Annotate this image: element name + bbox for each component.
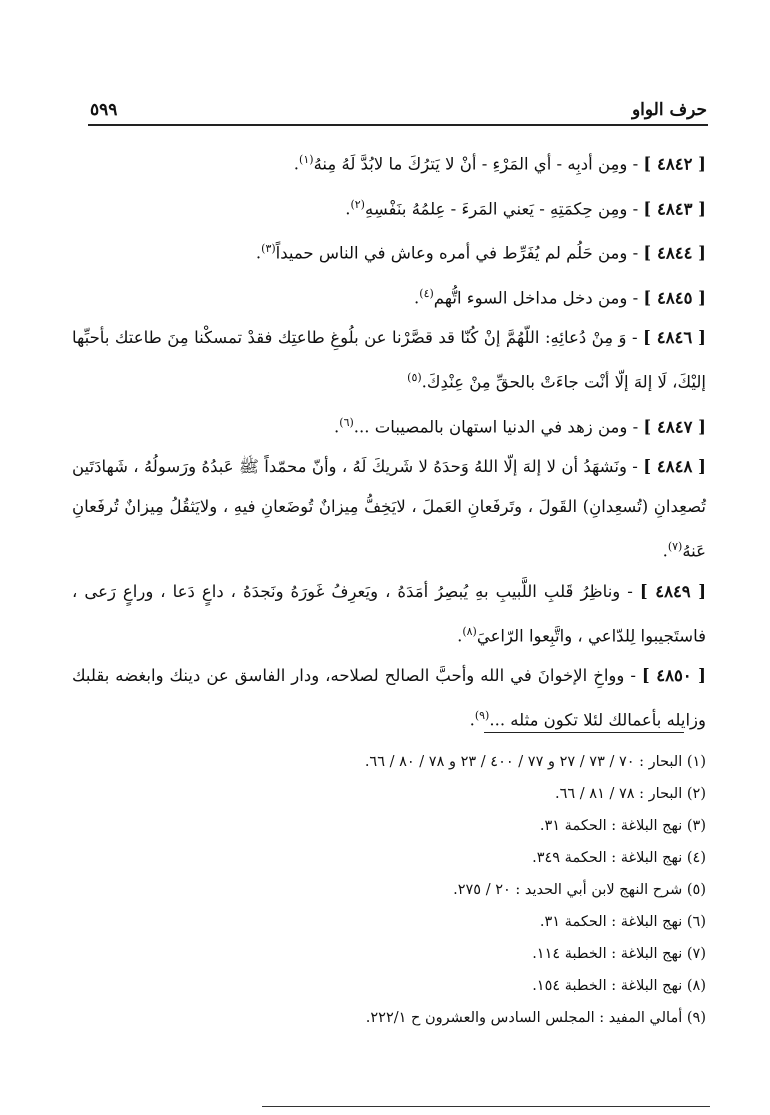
entry-number: [ ٤٨٥٠ ]: [641, 666, 706, 685]
footnote-3: (٣) نهج البلاغة : الحكمة ٣١.: [539, 818, 706, 834]
footnote-6: (٦) نهج البلاغة : الحكمة ٣١.: [539, 914, 706, 930]
page-number: ٥٩٩: [90, 100, 118, 120]
entry-end: .: [334, 417, 340, 436]
entry-text: - ومِن حِكمَتِهِ - يَعني المَرءَ - عِلمُهُ بنَفْسِهِ: [364, 199, 644, 218]
entry-end: .: [469, 710, 475, 730]
entry-text: - وناظِرُ قَلبِ اللَّبيبِ بهِ يُبصِرُ أمَدَهُ ، ويَعرِفُ غَورَهُ ونَجدَهُ ، داعٍ دَعا ، وراعٍ رَعى ، فاستَجيبوا لِلدّاعي ، واتَّبِعوا الرّاعيَ: [72, 581, 706, 645]
entry-4848: [72, 447, 706, 572]
footnote-7: (٧) نهج البلاغة : الخطبة ١١٤.: [532, 946, 706, 962]
entry-number: [ ٤٨٤٨ ]: [643, 457, 706, 476]
footnote-9: (٩) أمالي المفيد : المجلس السادس والعشرون ح ٢٢٢/١.: [365, 1010, 706, 1026]
entry-end: .: [457, 626, 463, 645]
entry-end: .: [255, 243, 262, 263]
entry-text: - ونَشهَدُ أن لا إلهَ إلّا اللهُ وَحدَهُ لا شَريكَ لَهُ ، وأنّ محمّداً ﷺ عَبدُهُ ورَسولُهُ ، شَهادَتَين تُصعِدانِ (تُسعِدانِ) القَولَ ، وتَرفَعانِ العَملَ ، لايَخِفُّ مِيزانٌ تُوضَعانِ فيهِ ، ولايَثقُلُ مِيزانٌ تُرفَعانِ عَنهُ: [72, 457, 706, 561]
entry-4850: [72, 656, 706, 741]
footnote-ref: (٨): [462, 624, 477, 638]
entry-4845: [72, 274, 706, 319]
entry-4849: [72, 572, 706, 657]
footnote-ref: (٢): [350, 197, 365, 211]
bottom-edge-line: [262, 1106, 710, 1107]
entry-number: [ ٤٨٤٢ ]: [643, 154, 706, 174]
header-divider: [88, 124, 708, 126]
entries-list: [72, 140, 706, 741]
entry-text: - ومن حَلُم لم يُفَرِّط في أمره وعاش في الناس حميداً: [275, 243, 644, 263]
entry-end: .: [345, 199, 351, 218]
footnote-8: (٨) نهج البلاغة : الخطبة ١٥٤.: [532, 978, 706, 994]
entry-text: - ومِن أدبِه - أي المَرْءِ - أنْ لا يَترُكَ ما لابُدَّ لَهُ مِنهُ: [313, 154, 644, 174]
footnote-ref: (٩): [474, 709, 490, 722]
entry-end: .: [414, 288, 420, 307]
footnote-ref: (٣): [261, 242, 276, 255]
footnote-ref: (٧): [667, 540, 683, 553]
footnote-4: (٤) نهج البلاغة : الحكمة ٣٤٩.: [532, 850, 706, 866]
entry-number: [ ٤٨٤٧ ]: [643, 417, 706, 436]
entry-number: [ ٤٨٤٣ ]: [643, 199, 706, 218]
footnote-ref: (٥): [407, 371, 422, 384]
entry-end: .: [662, 541, 668, 561]
entry-text: - ومن دخل مداخل السوء اتُّهم: [433, 288, 644, 307]
entry-4847: [72, 403, 706, 448]
footnote-ref: (٦): [339, 415, 354, 429]
footnote-ref: (١): [299, 153, 314, 166]
footnote-2: (٢) البحار : ٧٨ / ٨١ / ٦٦.: [554, 786, 706, 802]
entry-number: [ ٤٨٤٤ ]: [643, 243, 706, 263]
footnote-1: (١) البحار : ٧٠ / ٧٣ / ٢٧ و ٧٧ / ٤٠٠ / ٢٣ و ٧٨ / ٨٠ / ٦٦.: [364, 754, 706, 770]
chapter-title: حرف الواو: [631, 100, 707, 120]
entry-text: - وَ مِنْ دُعائِهِ: اللّهُمَّ إنْ كُنّا قد قصَّرْنا عن بلُوغِ طاعتِك فقدْ تمسكْنا مِنَ طاعتك بأحبِّها إليْكَ، لَا إلهَ إلّا أنْت جاءَتْ بالحقِّ مِنْ عِنْدِكَ.: [72, 328, 706, 392]
footnotes-list: [90, 746, 706, 1034]
entry-4846: [72, 318, 706, 403]
footnotes-divider: [484, 732, 684, 733]
entry-4842: [72, 140, 706, 185]
entry-number: [ ٤٨٤٦ ]: [642, 328, 706, 347]
footnote-5: (٥) شرح النهج لابن أبي الحديد : ٢٠ / ٢٧٥.: [453, 882, 706, 898]
entry-4843: [72, 185, 706, 230]
footnote-ref: (٤): [419, 286, 434, 300]
entry-number: [ ٤٨٤٩ ]: [639, 581, 706, 601]
entry-end: .: [293, 154, 300, 174]
page-header: [90, 92, 707, 120]
entry-number: [ ٤٨٤٥ ]: [643, 288, 706, 307]
entry-4844: [72, 229, 706, 274]
entry-text: - ومن زهد في الدنيا استهان بالمصيبات ...: [353, 417, 644, 436]
entry-text: - وواخِ الإخوانَ في الله وأحبَّ الصالح لصلاحه، ودار الفاسق عن دينك وابغضه بقلبك وزايله بأعمالك لئلا تكون مثله ...: [72, 666, 706, 730]
